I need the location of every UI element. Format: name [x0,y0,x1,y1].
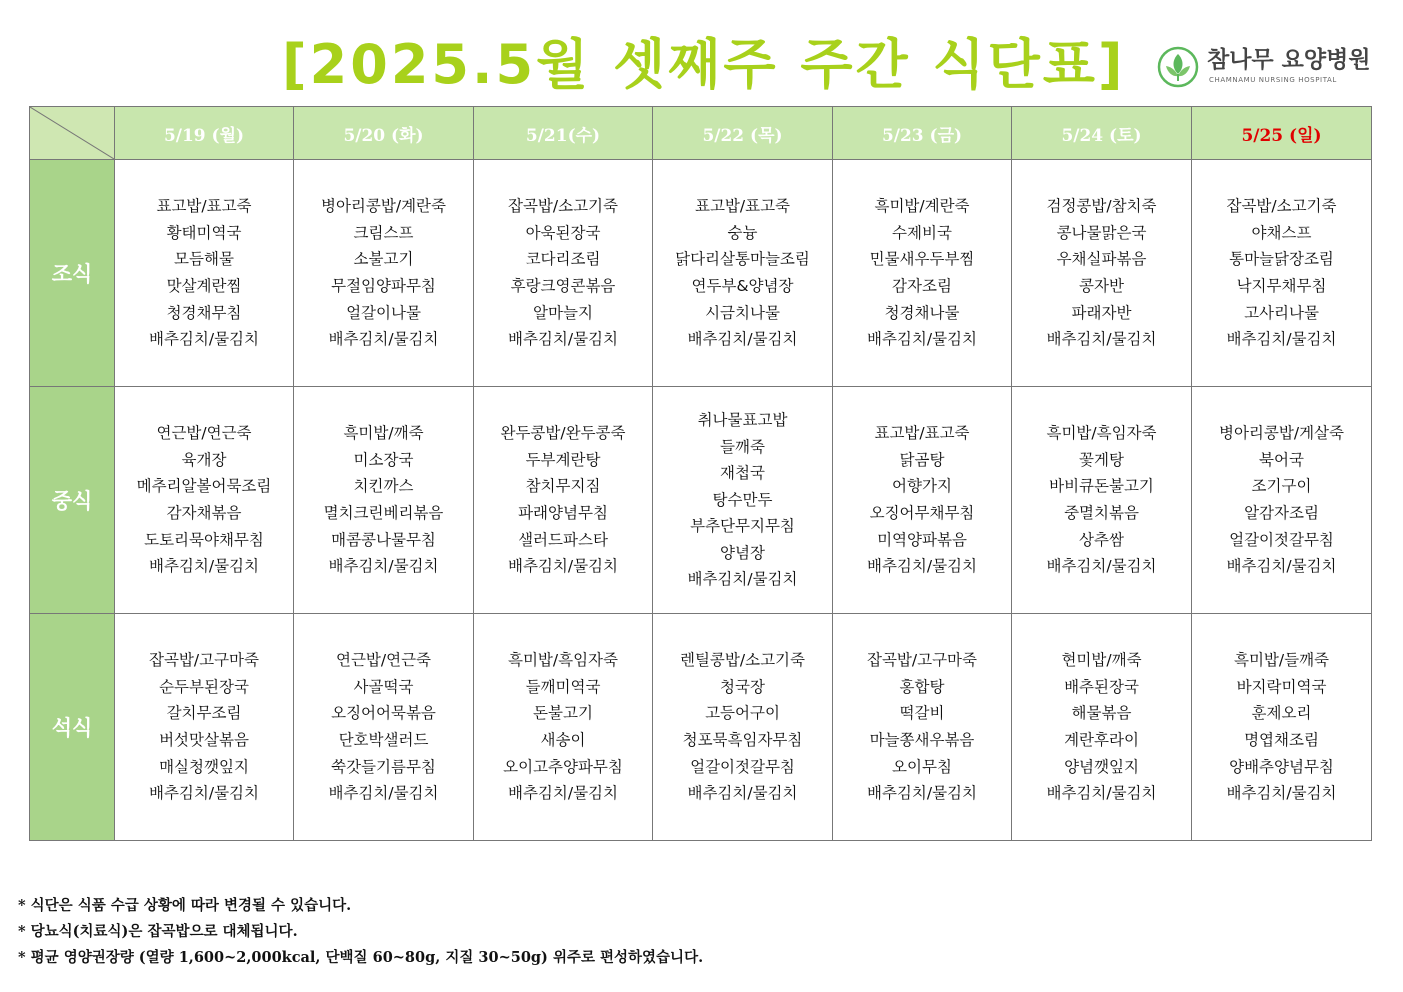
dish-item: 민물새우두부찜 [869,250,975,269]
dish-item: 배추김치/물김치 [866,330,978,349]
dish-item: 알마늘지 [533,303,593,322]
dish-item: 샐러드파스타 [518,530,608,549]
dish-item: 매콤콩나물무침 [331,530,436,549]
dish-item: 배추김치/물김치 [1046,557,1157,576]
note-line: * 식단은 식품 수급 상황에 따라 변경될 수 있습니다. [18,897,352,914]
dish-item: 파래자반 [1071,303,1132,322]
day-header: 5/21(수) [474,107,653,160]
dish-item: 표고밥/표고죽 [874,424,970,443]
dish-item: 닭곰탕 [899,450,945,469]
dish-item: 아욱된장국 [525,223,601,242]
dish-item: 바비큐돈불고기 [1049,477,1154,496]
dish-item: 참치무지짐 [525,477,601,496]
day-header: 5/24 (토) [1012,107,1192,160]
dish-item: 검정콩밥/참치죽 [1046,197,1157,216]
leaf-emblem-icon [1157,46,1199,88]
dish-item: 고등어구이 [705,704,780,723]
note-line: * 평균 영양권장량 (열량 1,600~2,000kcal, 단백질 60~80g, 지질 30~50g) 위주로 편성하였습니다. [18,949,704,966]
dish-item: 배추김치/물김치 [866,557,978,576]
diagonal-line [30,107,114,159]
dish-item: 맛살계란찜 [166,277,242,295]
dish-item: 후랑크영콘볶음 [510,277,616,295]
dish-item: 멸치크린베리볶음 [323,504,444,522]
meal-row [30,160,1372,387]
dish-item: 배추김치/물김치 [328,330,439,349]
hospital-subtitle: CHAMNAMU NURSING HOSPITAL [1209,76,1337,84]
dish-item: 부추단무지무침 [690,517,795,536]
dish-item: 청경채나물 [884,303,960,322]
dish-item: 매실청깻잎지 [159,757,249,776]
dish-item: 콩자반 [1079,277,1124,295]
dish-item: 들깨미역국 [525,677,601,696]
dish-item: 배추김치/물김치 [148,784,260,803]
dish-item: 소불고기 [353,250,414,269]
dish-item: 시금치나물 [705,303,780,322]
dish-item: 양배추양념무침 [1229,757,1334,776]
dish-item: 크림스프 [353,223,414,242]
dish-item: 숭늉 [727,223,758,242]
dish-item: 계란후라이 [1064,731,1139,749]
dish-item: 훈제오리 [1251,704,1312,723]
dish-item: 오이무침 [892,757,952,776]
dish-item: 배추김치/물김치 [328,557,439,576]
page-title: [2025.5월 셋째주 주간 식단표] [282,33,1126,96]
dish-item: 감자조림 [892,277,952,295]
menu-cell [294,160,474,387]
dish-item: 홍합탕 [899,677,945,696]
dish-item: 배추김치/물김치 [866,784,978,803]
dish-item: 마늘쫑새우볶음 [869,731,975,749]
dish-item: 잡곡밥/고구마죽 [148,651,260,670]
menu-cell [833,614,1012,841]
day-header: 5/25 (일) [1192,107,1372,160]
dish-item: 취나물표고밥 [697,410,788,429]
dish-item: 들깨죽 [720,437,765,456]
menu-cell [833,387,1012,614]
dish-item: 배추김치/물김치 [687,330,798,349]
dish-item: 흑미밥/흑임자죽 [507,651,619,670]
dish-item: 돈불고기 [533,704,593,723]
dish-item: 배추김치/물김치 [1226,784,1337,803]
dish-item: 청경채무침 [166,303,242,322]
menu-cell [294,387,474,614]
dish-item: 육개장 [181,450,227,469]
dish-item: 배추김치/물김치 [1046,784,1157,803]
menu-cell [653,387,833,614]
dish-item: 무절임양파무침 [331,277,436,295]
dish-item: 현미밥/깨죽 [1061,651,1142,670]
dish-item: 황태미역국 [166,223,242,242]
dish-item: 표고밥/표고죽 [694,197,791,216]
hospital-logo [1157,44,1371,90]
dish-item: 파래양념무침 [518,504,608,522]
menu-cell [474,614,653,841]
weekly-menu-table [29,106,1372,841]
dish-item: 잡곡밥/고구마죽 [866,651,978,670]
dish-item: 상추쌈 [1079,530,1124,549]
dish-item: 흑미밥/들깨죽 [1233,651,1330,670]
dish-item: 배추된장국 [1064,677,1139,696]
menu-cell [1192,387,1372,614]
menu-cell [1192,160,1372,387]
dish-item: 청국장 [720,677,765,696]
menu-cell [474,387,653,614]
dish-item: 배추김치/물김치 [687,784,798,803]
menu-cell [653,160,833,387]
dish-item: 배추김치/물김치 [1046,330,1157,349]
menu-cell [115,160,294,387]
notes [18,893,703,971]
dish-item: 완두콩밥/완두콩죽 [500,424,626,443]
menu-cell [474,160,653,387]
meal-row [30,614,1372,841]
dish-item: 명엽채조림 [1244,731,1319,749]
dish-item: 배추김치/물김치 [328,784,439,803]
dish-item: 병아리콩밥/게살죽 [1218,424,1344,443]
menu-cell [1012,160,1192,387]
dish-item: 흑미밥/계란죽 [874,197,970,216]
dish-item: 알감자조림 [1244,504,1319,522]
dish-item: 연근밥/연근죽 [156,424,252,443]
dish-item: 버섯맛살볶음 [159,731,249,749]
menu-cell [115,387,294,614]
dish-item: 단호박샐러드 [338,731,429,749]
day-header: 5/19 (월) [115,107,294,160]
dish-item: 해물볶음 [1071,704,1132,723]
dish-item: 떡갈비 [899,704,945,723]
dish-item: 양념깻잎지 [1064,757,1139,776]
dish-item: 미소장국 [353,450,414,469]
dish-item: 얼갈이젓갈무침 [1229,530,1334,549]
dish-item: 잡곡밥/소고기죽 [1226,197,1337,216]
dish-item: 메추리알볼어묵조림 [136,477,272,496]
dish-item: 배추김치/물김치 [1226,557,1337,576]
day-header: 5/23 (금) [833,107,1012,160]
dish-item: 중멸치볶음 [1064,504,1139,522]
dish-item: 야채스프 [1251,223,1312,242]
dish-item: 모듬해물 [174,250,234,269]
meal-label: 중식 [30,387,115,614]
dish-item: 고사리나물 [1244,303,1319,322]
menu-cell [1012,387,1192,614]
dish-item: 얼갈이나물 [346,303,421,322]
dish-item: 수제비국 [892,223,952,242]
dish-item: 연두부&양념장 [691,277,794,295]
meal-label: 석식 [30,614,115,841]
dish-item: 배추김치/물김치 [1226,330,1337,349]
dish-item: 사골떡국 [353,677,414,696]
dish-item: 꽃게탕 [1079,450,1124,469]
day-header-row [30,107,1372,160]
dish-item: 두부계란탕 [525,450,601,469]
menu-cell [1192,614,1372,841]
dish-item: 도토리묵야채무침 [144,530,264,549]
dish-item: 콩나물맑은국 [1056,223,1147,242]
dish-item: 배추김치/물김치 [148,557,260,576]
dish-item: 코다리조림 [525,250,601,269]
hospital-name: 참나무 요양병원 [1207,47,1371,73]
menu-cell [1012,614,1192,841]
menu-cell [833,160,1012,387]
dish-item: 흑미밥/깨죽 [343,424,424,443]
dish-item: 쑥갓들기름무침 [331,757,436,776]
menu-cell [653,614,833,841]
dish-item: 오징어어묵볶음 [331,704,436,723]
menu-cell [115,614,294,841]
meal-label: 조식 [30,160,115,387]
dish-item: 오징어무채무침 [869,504,975,522]
dish-item: 오이고추양파무침 [503,757,623,776]
dish-item: 흑미밥/흑임자죽 [1046,424,1157,443]
dish-item: 배추김치/물김치 [507,557,619,576]
dish-item: 순두부된장국 [159,677,249,696]
dish-item: 어향가지 [892,477,952,496]
dish-item: 청포묵흑임자무침 [682,731,803,749]
dish-item: 잡곡밥/소고기죽 [507,197,619,216]
dish-item: 북어국 [1259,450,1304,469]
dish-item: 표고밥/표고죽 [156,197,252,216]
dish-item: 배추김치/물김치 [507,784,619,803]
menu-cell [294,614,474,841]
dish-item: 닭다리살통마늘조림 [675,250,810,269]
meal-row [30,387,1372,614]
dish-item: 조기구이 [1251,477,1312,496]
dish-item: 탕수만두 [712,490,773,509]
dish-item: 배추김치/물김치 [687,570,798,589]
dish-item: 갈치무조림 [166,704,242,723]
dish-item: 병아리콩밥/계란죽 [320,197,446,216]
day-header: 5/22 (목) [653,107,833,160]
dish-item: 얼갈이젓갈무침 [690,757,795,776]
dish-item: 바지락미역국 [1236,677,1327,696]
dish-item: 양념장 [720,543,765,562]
dish-item: 재첩국 [720,464,765,483]
dish-item: 미역양파볶음 [877,530,967,549]
note-line: * 당뇨식(치료식)은 잡곡밥으로 대체됩니다. [18,923,298,940]
dish-item: 우채실파볶음 [1056,250,1147,269]
day-header: 5/20 (화) [294,107,474,160]
dish-item: 배추김치/물김치 [507,330,619,349]
dish-item: 연근밥/연근죽 [335,651,432,670]
corner-cell [30,107,115,160]
dish-item: 낙지무채무침 [1236,277,1327,295]
dish-item: 감자채볶음 [166,504,242,522]
dish-item: 새송이 [540,731,586,749]
dish-item: 치킨까스 [353,477,414,496]
dish-item: 렌틸콩밥/소고기죽 [679,651,805,670]
dish-item: 통마늘닭장조림 [1229,250,1334,269]
dish-item: 배추김치/물김치 [148,330,260,349]
